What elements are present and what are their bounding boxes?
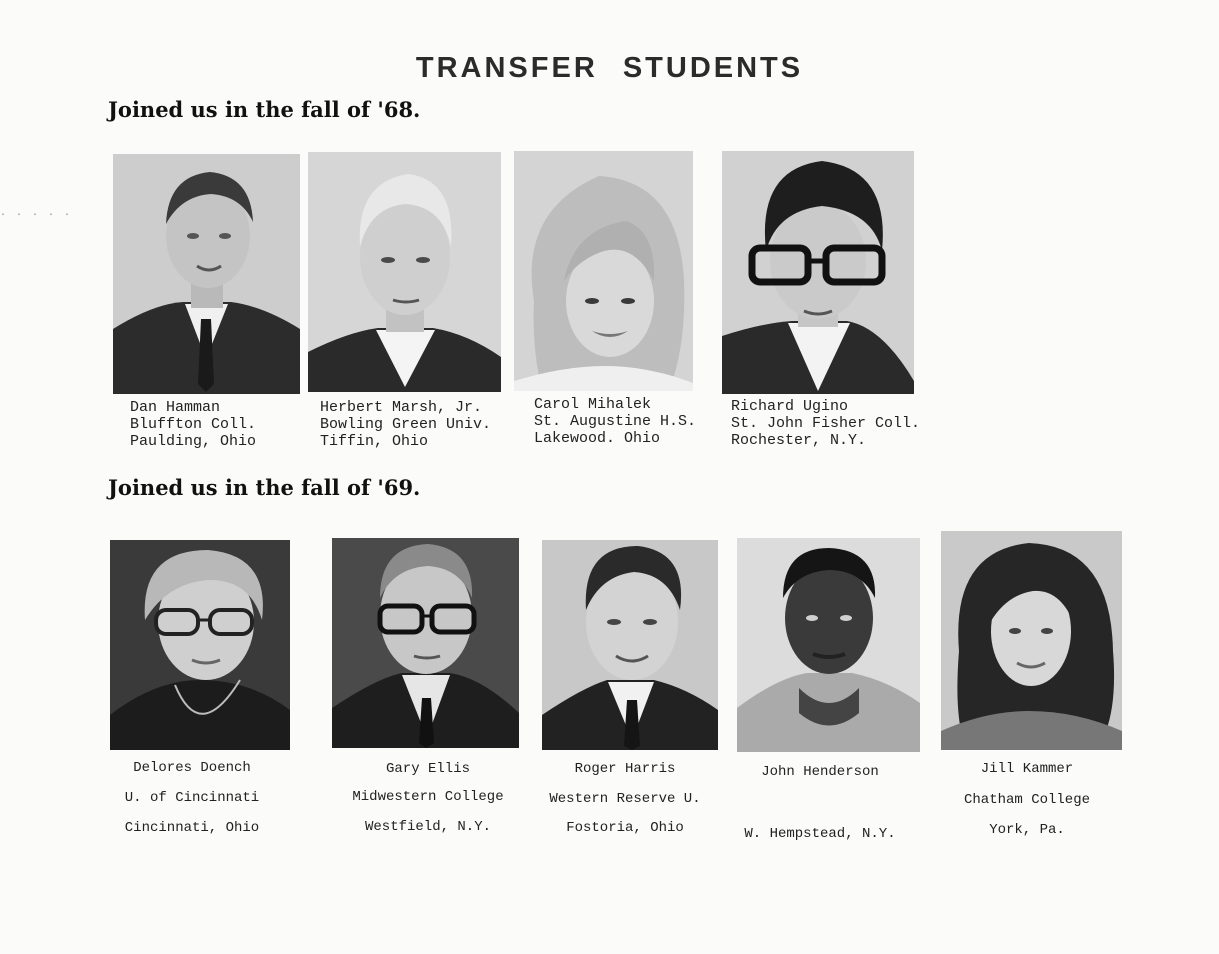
student-hometown: Cincinnati, Ohio — [124, 820, 260, 836]
student-hometown: Rochester, N.Y. — [731, 432, 867, 449]
caption-delores-doench — [92, 760, 292, 840]
caption-john-henderson — [720, 764, 920, 848]
student-photo-jill-kammer — [941, 531, 1122, 750]
student-photo-dan-hamman — [113, 154, 300, 394]
student-name: Richard Ugino — [731, 398, 849, 415]
student-name: John Henderson — [761, 764, 879, 780]
margin-mark: · · · · · — [0, 210, 73, 221]
student-hometown: York, Pa. — [989, 822, 1065, 838]
student-school: Chatham College — [963, 792, 1091, 808]
student-name: Jill Kammer — [980, 761, 1074, 777]
student-photo-herbert-marsh — [308, 152, 501, 392]
caption-dan-hamman — [130, 399, 256, 450]
student-hometown: Lakewood. Ohio — [534, 430, 661, 447]
student-photo-richard-ugino — [722, 151, 914, 394]
section-heading-fall-69: Joined us in the fall of '69. — [108, 475, 421, 500]
student-school: Bluffton Coll. — [130, 416, 257, 433]
student-school: St. John Fisher Coll. — [731, 415, 921, 432]
student-photo-john-henderson — [737, 538, 920, 752]
student-school: Western Reserve U. — [549, 791, 701, 807]
caption-herbert-marsh — [320, 399, 491, 450]
student-school: St. Augustine H.S. — [534, 413, 697, 430]
student-photo-carol-mihalek — [514, 151, 693, 391]
section-heading-fall-68: Joined us in the fall of '68. — [108, 97, 421, 122]
student-hometown: Westfield, N.Y. — [364, 819, 492, 835]
student-school: U. of Cincinnati — [124, 790, 260, 806]
caption-jill-kammer — [927, 761, 1127, 841]
caption-carol-mihalek — [534, 396, 696, 447]
student-hometown: Paulding, Ohio — [130, 433, 257, 450]
student-name: Dan Hamman — [130, 399, 221, 416]
student-photo-delores-doench — [110, 540, 290, 750]
student-photo-gary-ellis — [332, 538, 519, 748]
student-name: Roger Harris — [574, 761, 676, 777]
caption-richard-ugino — [731, 398, 920, 449]
student-name: Gary Ellis — [385, 761, 470, 777]
student-hometown: W. Hempstead, N.Y. — [744, 826, 896, 842]
student-name: Carol Mihalek — [534, 396, 652, 413]
student-photo-roger-harris — [542, 540, 718, 750]
student-hometown: Tiffin, Ohio — [320, 433, 429, 450]
student-hometown: Fostoria, Ohio — [566, 820, 684, 836]
student-school: Midwestern College — [352, 789, 504, 805]
student-name: Herbert Marsh, Jr. — [320, 399, 483, 416]
caption-roger-harris — [525, 761, 725, 841]
page-title: TRANSFER STUDENTS — [415, 52, 804, 84]
student-name: Delores Doench — [133, 760, 251, 776]
student-school: Bowling Green Univ. — [320, 416, 492, 433]
caption-gary-ellis — [328, 761, 528, 841]
